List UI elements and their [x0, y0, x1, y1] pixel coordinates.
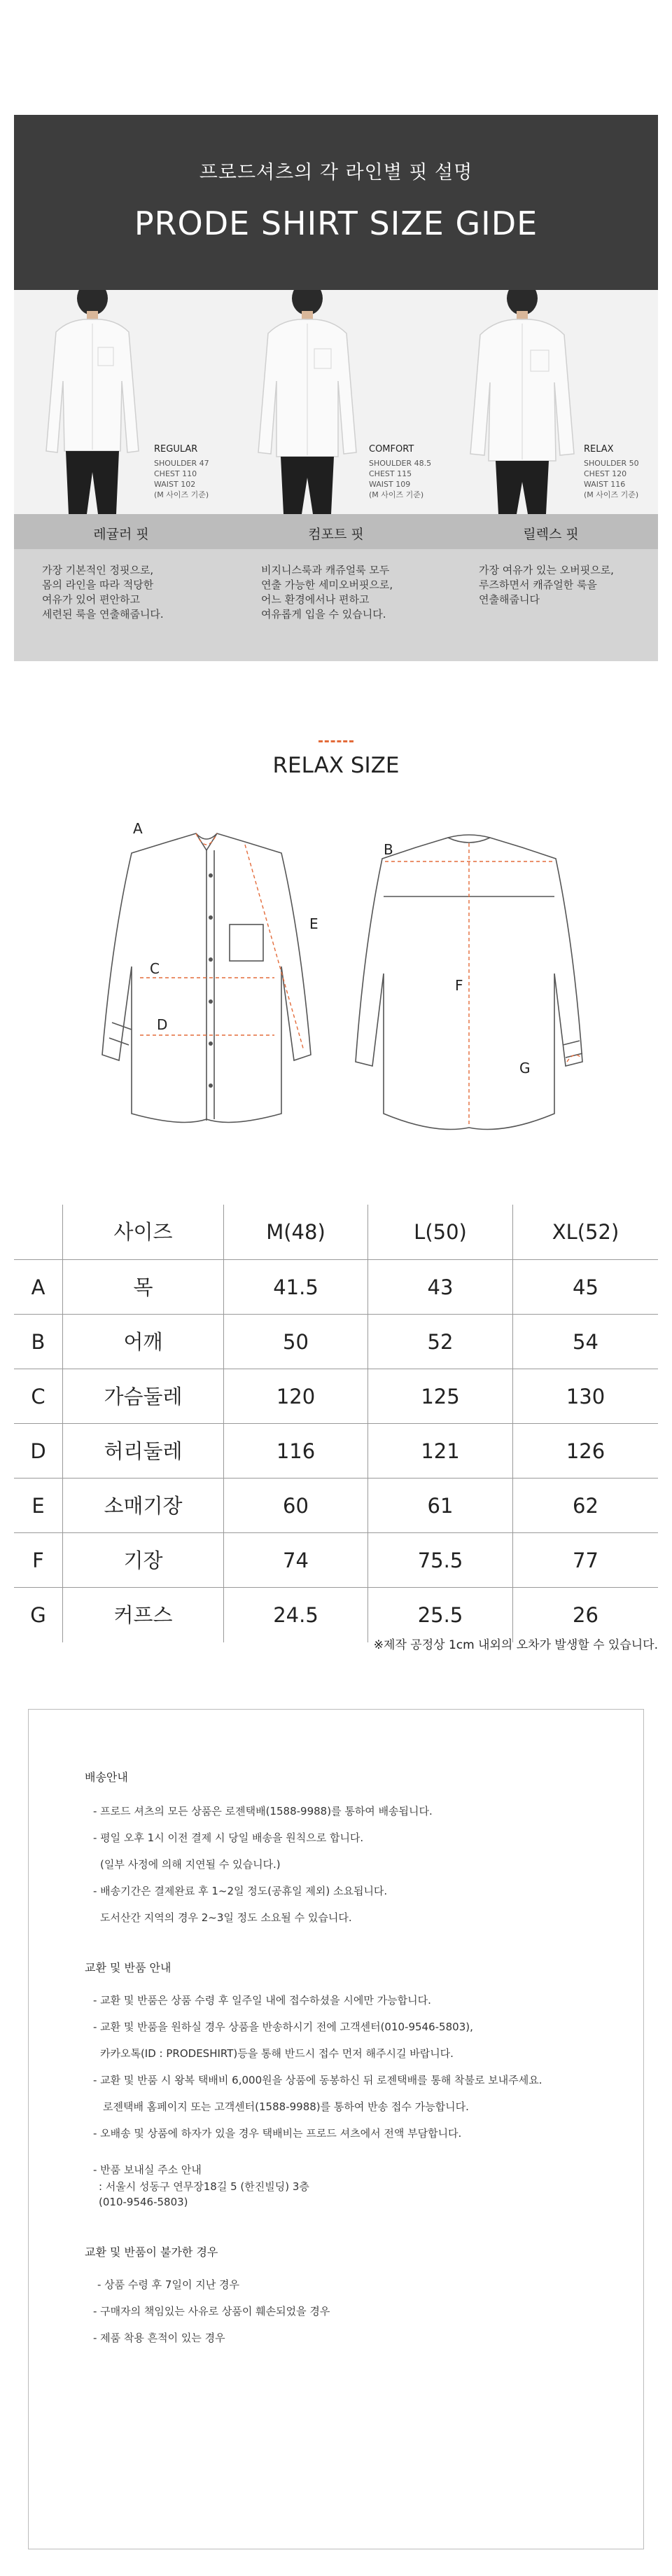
spec-waist: WAIST 116	[584, 480, 626, 489]
table-cell: 60	[224, 1479, 368, 1533]
measurement-markers	[133, 820, 531, 1076]
title-accent-dashes	[318, 740, 354, 742]
table-cell: 120	[224, 1369, 368, 1424]
table-header-cell: XL(52)	[552, 1220, 620, 1244]
fit-spec-regular	[154, 458, 209, 500]
table-cell: 121	[368, 1424, 513, 1479]
shipping-title: 배송안내	[85, 1771, 128, 1784]
spec-shoulder: SHOULDER 48.5	[369, 459, 432, 468]
info-line: - 교환 및 반품은 상품 수령 후 일주일 내에 접수하셨을 시에만 가능합니다.	[93, 1994, 431, 2007]
table-row	[14, 1478, 658, 1532]
info-line: - 제품 착용 흔적이 있는 경우	[93, 2332, 225, 2344]
desc-line: 어느 환경에서나 편하고	[261, 593, 370, 606]
table-row	[14, 1532, 658, 1587]
tolerance-note: ※제작 공정상 1cm 내외의 오차가 발생할 수 있습니다.	[373, 1638, 658, 1652]
table-cell: 커프스	[63, 1588, 224, 1642]
fit-column-relax	[444, 290, 658, 514]
guide-header	[14, 115, 658, 290]
table-cell: 소매기장	[63, 1479, 224, 1533]
table-header-cell	[14, 1205, 63, 1259]
fit-spec-relax	[584, 458, 639, 500]
table-header-cell: M(48)	[224, 1205, 368, 1259]
fit-column-comfort	[229, 290, 443, 514]
table-cell: 50	[224, 1315, 368, 1369]
table-row	[14, 1369, 658, 1423]
table-row	[14, 1587, 658, 1642]
table-cell: G	[14, 1588, 63, 1642]
fit-label-relax: RELAX	[584, 444, 614, 455]
guide-title-en: PRODE SHIRT SIZE GIDE	[134, 205, 538, 242]
table-row	[14, 1314, 658, 1369]
info-line: - 교환 및 반품을 원하실 경우 상품을 반송하시기 전에 고객센터(010-9546-5803),	[93, 2021, 473, 2033]
table-cell: F	[14, 1533, 63, 1588]
table-cell: 130	[566, 1385, 606, 1408]
marker-d: D	[157, 1016, 168, 1033]
spec-chest: CHEST 110	[154, 469, 197, 478]
fit-label-regular: REGULAR	[154, 444, 198, 455]
exchange-title: 교환 및 반품 안내	[85, 1961, 172, 1974]
spec-basis: (M 사이즈 기준)	[584, 490, 639, 499]
desc-line: 가장 여유가 있는 오버핏으로,	[479, 564, 614, 576]
table-cell: C	[14, 1369, 63, 1424]
desc-line: 몸의 라인을 따라 적당한	[42, 579, 154, 591]
table-cell: 125	[368, 1369, 513, 1424]
desc-line: 루즈하면서 캐쥬얼한 룩을	[479, 579, 597, 591]
desc-line: 비지니스룩과 캐쥬얼룩 모두	[261, 564, 390, 576]
spec-basis: (M 사이즈 기준)	[154, 490, 209, 499]
marker-a: A	[133, 820, 143, 837]
table-cell: D	[14, 1424, 63, 1479]
model-photo-comfort	[243, 290, 369, 514]
table-cell: 25.5	[368, 1588, 513, 1642]
info-line: - 프로드 셔츠의 모든 상품은 로젠택배(1588-9988)를 통하여 배송됩니다.	[93, 1805, 433, 1817]
table-cell: 허리둘레	[63, 1424, 224, 1479]
table-cell: 74	[224, 1533, 368, 1588]
table-cell: 45	[573, 1275, 598, 1299]
table-cell: 24.5	[224, 1588, 368, 1642]
table-cell: 54	[573, 1330, 598, 1354]
desc-line: 연출 가능한 세미오버핏으로,	[261, 579, 393, 591]
fit-name-comfort: 컴포트 핏	[308, 527, 364, 542]
table-header-row	[14, 1205, 658, 1259]
desc-line: 가장 기본적인 정핏으로,	[42, 564, 154, 576]
table-cell: E	[14, 1479, 63, 1533]
info-line: (010-9546-5803)	[99, 2196, 188, 2208]
spec-basis: (M 사이즈 기준)	[369, 490, 424, 499]
fit-spec-comfort	[369, 458, 431, 500]
table-row	[14, 1259, 658, 1314]
table-cell: 126	[566, 1439, 606, 1463]
table-cell: 62	[573, 1494, 598, 1518]
info-line: 카카오톡(ID : PRODESHIRT)등을 통해 반드시 접수 먼저 해주시길 바랍니다.	[100, 2047, 454, 2060]
table-cell: 목	[63, 1260, 224, 1315]
fit-descriptions	[14, 514, 658, 661]
model-photo-regular	[28, 290, 154, 514]
table-cell: 52	[368, 1315, 513, 1369]
desc-line: 연출해줍니다	[479, 593, 540, 606]
spec-shoulder: SHOULDER 47	[154, 459, 209, 468]
fit-desc-relax	[479, 563, 614, 607]
info-line: - 교환 및 반품 시 왕복 택배비 6,000원을 상품에 동봉하신 뒤 로젠택배를 통해 착불로 보내주세요.	[93, 2074, 542, 2086]
shirt-measurement-diagram	[91, 819, 595, 1170]
desc-line: 여유가 있어 편안하고	[42, 593, 140, 606]
table-row	[14, 1423, 658, 1478]
table-cell: 77	[573, 1549, 598, 1572]
table-cell: 61	[368, 1479, 513, 1533]
table-cell: 어깨	[63, 1315, 224, 1369]
spec-chest: CHEST 120	[584, 469, 627, 478]
table-header-cell: 사이즈	[63, 1205, 224, 1259]
fit-name-regular: 레귤러 핏	[93, 527, 149, 542]
marker-e: E	[309, 915, 318, 932]
table-cell: B	[14, 1315, 63, 1369]
table-cell: 43	[368, 1260, 513, 1315]
table-cell: 116	[224, 1424, 368, 1479]
table-cell: 가슴둘레	[63, 1369, 224, 1424]
table-cell: 41.5	[224, 1260, 368, 1315]
marker-f: F	[455, 977, 463, 994]
table-cell: 26	[573, 1603, 598, 1627]
spec-chest: CHEST 115	[369, 469, 412, 478]
spec-waist: WAIST 109	[369, 480, 411, 489]
table-cell: 기장	[63, 1533, 224, 1588]
info-line: 로젠택배 홈페이지 또는 고객센터(1588-9988)를 통하여 반송 접수 가능합니다.	[103, 2100, 469, 2113]
marker-g: G	[519, 1060, 531, 1076]
fit-column-regular	[14, 290, 228, 514]
marker-c: C	[150, 960, 160, 977]
noexchange-title: 교환 및 반품이 불가한 경우	[85, 2245, 218, 2259]
table-cell: A	[14, 1260, 63, 1315]
fit-desc-regular	[42, 563, 164, 622]
info-line: : 서울시 성동구 연무장18길 5 (한진빌딩) 3층	[99, 2180, 309, 2193]
info-line: - 구매자의 책임있는 사유로 상품이 훼손되었을 경우	[93, 2305, 330, 2318]
info-line: (일부 사정에 의해 지연될 수 있습니다.)	[100, 1858, 281, 1871]
fit-name-bar	[14, 514, 658, 549]
info-line: 도서산간 지역의 경우 2~3일 정도 소요될 수 있습니다.	[100, 1911, 352, 1924]
fit-guide	[14, 115, 658, 661]
guide-title-ko: 프로드셔츠의 각 라인별 핏 설명	[199, 162, 473, 183]
spec-shoulder: SHOULDER 50	[584, 459, 639, 468]
desc-line: 세련된 룩을 연출해줍니다.	[42, 608, 164, 621]
fit-name-relax: 릴렉스 핏	[523, 527, 579, 542]
model-photo-relax	[458, 290, 584, 514]
table-cell: 75.5	[368, 1533, 513, 1588]
spec-waist: WAIST 102	[154, 480, 196, 489]
marker-b: B	[384, 841, 393, 858]
table-header-cell: L(50)	[368, 1205, 513, 1259]
shipping-info-box	[28, 1709, 644, 2549]
info-line: - 배송기간은 결제완료 후 1~2일 정도(공휴일 제외) 소요됩니다.	[93, 1885, 388, 1897]
info-line: - 오배송 및 상품에 하자가 있을 경우 택배비는 프로드 셔츠에서 전액 부담합니다.	[93, 2127, 462, 2140]
info-line: - 평일 오후 1시 이전 결제 시 당일 배송을 원칙으로 합니다.	[93, 1831, 364, 1844]
fit-desc-comfort	[261, 563, 393, 622]
desc-line: 여유롭게 입을 수 있습니다.	[261, 608, 386, 621]
fit-label-comfort: COMFORT	[369, 444, 414, 455]
shirt-front-buttons	[209, 873, 213, 1088]
size-section-title: RELAX SIZE	[272, 753, 400, 778]
info-line: - 상품 수령 후 7일이 지난 경우	[97, 2278, 239, 2291]
info-line: - 반품 보내실 주소 안내	[93, 2163, 202, 2176]
guide-photos	[14, 290, 658, 514]
